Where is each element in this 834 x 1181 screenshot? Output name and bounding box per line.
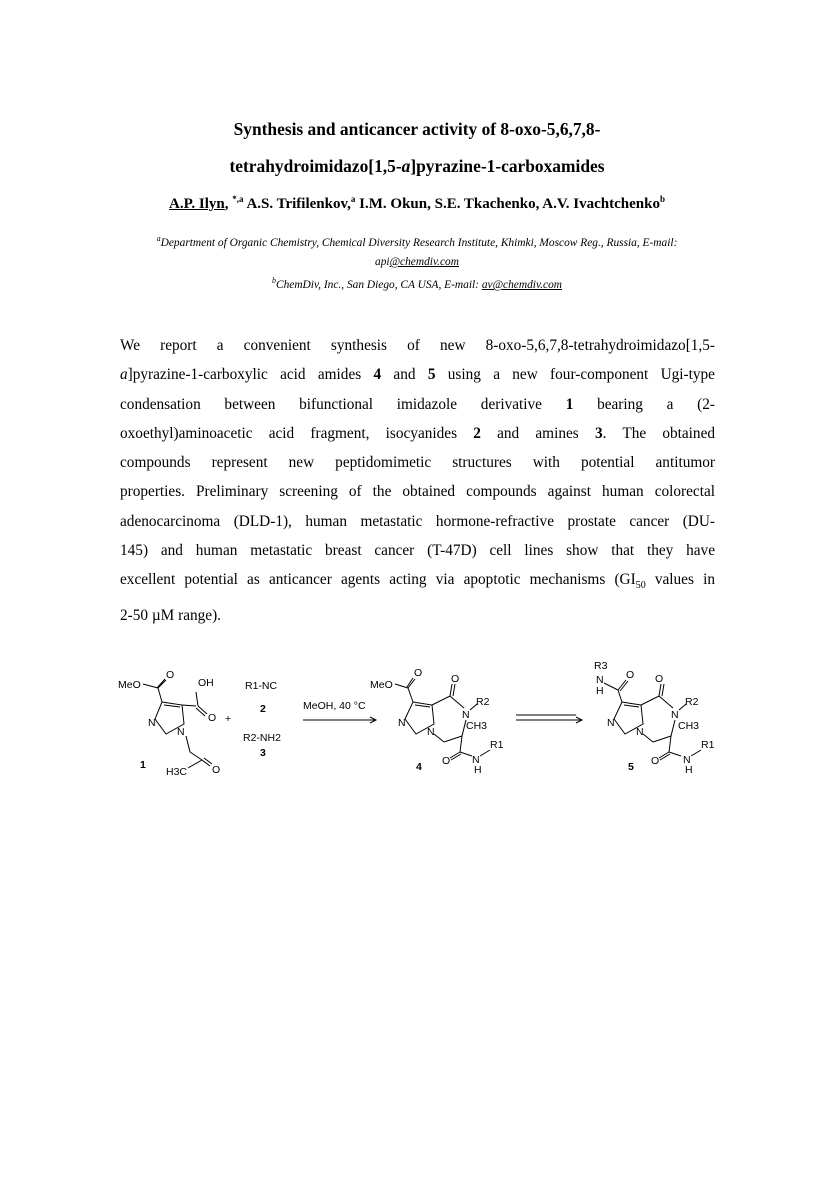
affiliation-b: $^b$ChemDiv, Inc., San Diego, CA USA, E-mail: av@chemdiv.com bbox=[271, 276, 562, 291]
svg-text:MeO: MeO bbox=[118, 679, 141, 691]
svg-text:N: N bbox=[398, 717, 406, 729]
compound-3-label: 3 bbox=[260, 747, 266, 759]
abstract-line: 2-50 µM range). bbox=[120, 606, 221, 624]
affiliation-a-email[interactable]: api@chemdiv.com bbox=[375, 256, 459, 268]
amine-reagent: R2-NH2 bbox=[243, 732, 281, 744]
svg-text:R2: R2 bbox=[476, 696, 490, 708]
svg-text:R1: R1 bbox=[490, 739, 504, 751]
svg-text:1: 1 bbox=[140, 759, 146, 771]
affiliation-a: $^a$Department of Organic Chemistry, Chemical Diversity Research Institute, Khimki, Moscow Reg., Russia, E-mail: bbox=[156, 234, 678, 249]
compound-5-structure bbox=[594, 660, 715, 776]
svg-text:H: H bbox=[474, 764, 482, 776]
reaction-scheme bbox=[110, 652, 730, 787]
svg-text:O: O bbox=[208, 712, 217, 724]
svg-text:N: N bbox=[427, 726, 435, 738]
abstract-line: oxoethyl)aminoacetic acid fragment, isocyanides 2 and amines 3. The obtained bbox=[120, 424, 716, 442]
svg-text:N: N bbox=[671, 709, 679, 721]
svg-text:N: N bbox=[683, 754, 691, 766]
svg-text:O: O bbox=[414, 667, 423, 679]
svg-text:O: O bbox=[451, 673, 460, 685]
abstract-line: excellent potential as anticancer agents acting via apoptotic mechanisms ($GI_{50}$ values in bbox=[120, 571, 715, 592]
svg-text:O: O bbox=[655, 673, 664, 685]
svg-text:O: O bbox=[442, 755, 451, 767]
author-ilyn: A.P. Ilyn bbox=[169, 196, 225, 212]
svg-text:N: N bbox=[636, 726, 644, 738]
svg-text:MeO: MeO bbox=[370, 679, 393, 691]
compound-4-structure bbox=[370, 667, 504, 776]
compound-2-label: 2 bbox=[260, 703, 266, 715]
svg-text:H: H bbox=[596, 685, 604, 697]
abstract-line: 145) and human metastatic breast cancer (T-47D) cell lines show that they have bbox=[120, 542, 715, 560]
abstract-line: condensation between bifunctional imidazole derivative 1 bearing a (2- bbox=[120, 395, 716, 413]
abstract-line: properties. Preliminary screening of the obtained compounds against human colorectal bbox=[120, 483, 715, 501]
svg-text:4: 4 bbox=[416, 761, 422, 773]
svg-text:N: N bbox=[177, 726, 185, 738]
abstract-line: We report a convenient synthesis of new 8-oxo-5,6,7,8-tetrahydroimidazo[1,5- bbox=[120, 337, 715, 354]
svg-text:CH3: CH3 bbox=[678, 720, 700, 732]
svg-text:N: N bbox=[607, 717, 615, 729]
affiliation-b-email[interactable]: av@chemdiv.com bbox=[481, 278, 562, 291]
abstract-line: compounds represent new peptidomimetic structures with potential antitumor bbox=[120, 454, 715, 472]
svg-text:H: H bbox=[685, 764, 693, 776]
svg-text:N: N bbox=[596, 674, 604, 686]
svg-text:R1: R1 bbox=[701, 739, 715, 751]
author-ilyn-affiliation: *,a bbox=[232, 194, 244, 204]
author-others-affiliation: b bbox=[659, 194, 665, 204]
isocyanide-reagent: R1-NC bbox=[245, 680, 278, 692]
compound-1-structure bbox=[118, 669, 220, 778]
svg-text:CH3: CH3 bbox=[466, 720, 488, 732]
svg-text:H3C: H3C bbox=[166, 766, 188, 778]
svg-text:OH: OH bbox=[198, 677, 214, 689]
svg-text:O: O bbox=[166, 669, 175, 681]
svg-text:O: O bbox=[651, 755, 660, 767]
svg-text:N: N bbox=[462, 709, 470, 721]
author-trifilenkov: A.S. Trifilenkov, bbox=[246, 196, 351, 212]
reaction-conditions: MeOH, 40 °C bbox=[303, 700, 366, 712]
svg-text:R3: R3 bbox=[594, 660, 608, 672]
svg-text:R2: R2 bbox=[685, 696, 699, 708]
abstract-line: adenocarcinoma (DLD-1), human metastatic hormone-refractive prostate cancer (DU- bbox=[120, 512, 715, 530]
title-line-1: Synthesis and anticancer activity of 8-oxo-5,6,7,8- bbox=[233, 119, 601, 139]
title-line-2: tetrahydroimidazo[1,5-a]pyrazine-1-carboxamides bbox=[229, 156, 605, 176]
reagents bbox=[243, 680, 281, 759]
author-trifilenkov-affiliation: a bbox=[350, 194, 356, 204]
abstract-line: a]pyrazine-1-carboxylic acid amides 4 and 5 using a new four-component Ugi-type bbox=[120, 366, 715, 384]
svg-text:O: O bbox=[626, 669, 635, 681]
author-list: A.P. Ilyn, $^{*,a}$ A.S. Trifilenkov,$^a$ I.M. Okun, S.E. Tkachenko, A.V. Ivachtchenko$^b$ bbox=[169, 194, 665, 212]
author-others: I.M. Okun, S.E. Tkachenko, A.V. Ivachtchenko bbox=[359, 196, 660, 212]
plus-sign: + bbox=[225, 713, 232, 725]
abstract bbox=[120, 331, 715, 630]
svg-text:N: N bbox=[472, 754, 480, 766]
svg-text:N: N bbox=[148, 717, 156, 729]
svg-text:O: O bbox=[212, 764, 221, 776]
svg-text:5: 5 bbox=[628, 761, 634, 773]
